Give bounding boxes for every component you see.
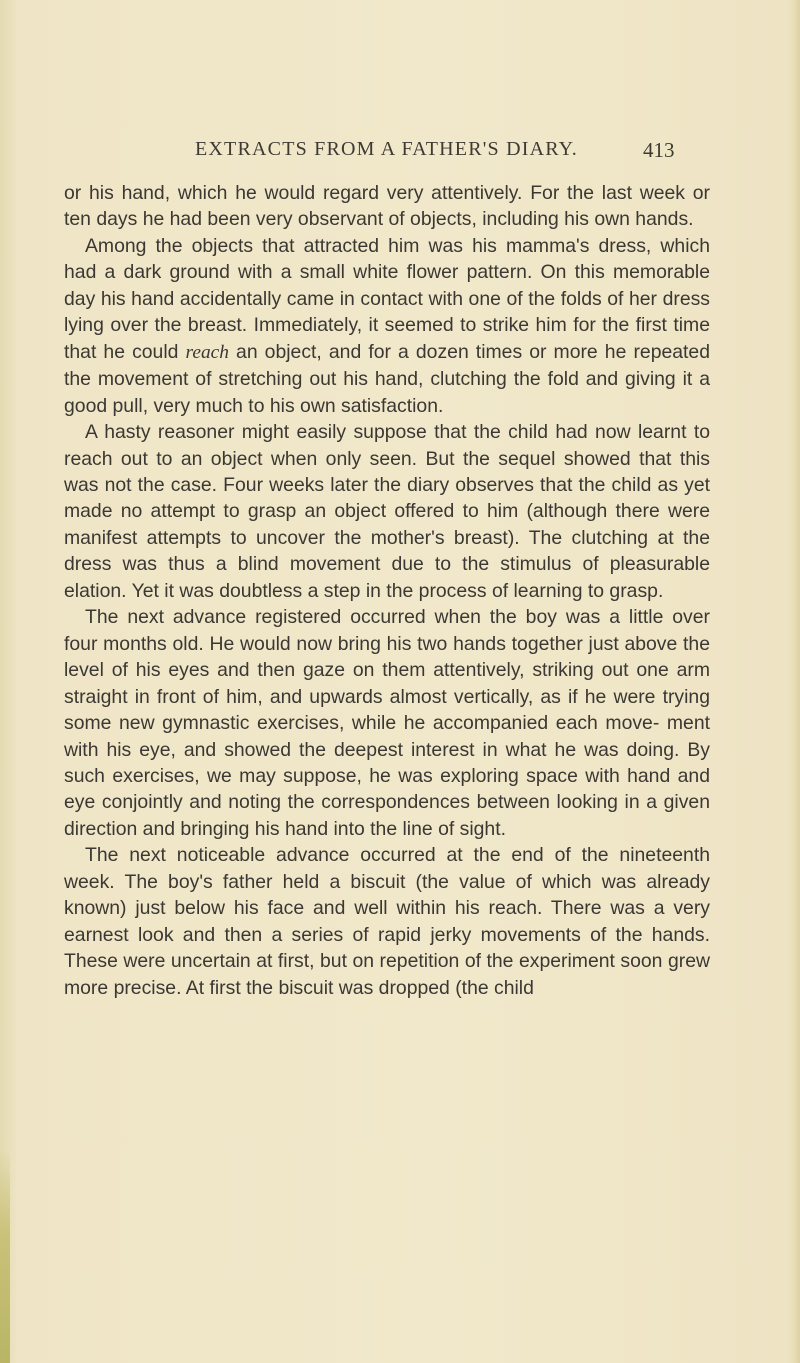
paragraph-5: The next noticeable advance occurred at the end of the nineteenth week. The boy's father held a biscuit (the value of which was already known) just below his face and well within his reach. There was a very earnest look and then a series of rapid jerky movements of the hands. These were uncertain at first, but on repetition of the experiment soon grew more precise. At first the biscuit was dropped (the child	[64, 844, 710, 999]
body-text	[64, 180, 710, 1001]
paragraph-2-start: Among the objects that attracted him was his mamma's dress, which had a dark ground with a small white flower pattern. On this memorable day his hand accidentally came in contact with one of the folds of her dress lying over the breast. Immediately, it seemed to strike him for the first time that he could	[64, 234, 710, 363]
page-number: 413	[643, 138, 675, 162]
paragraph-4: The next advance registered occurred when the boy was a little over four months old. He would now bring his two hands together just above the level of his eyes and then gaze on them attentively, striking out one arm straight in front of him, and upwards almost vertically, as if he were trying some new gymnastic exercises, while he accompanied each move- ment with his eye, and showed the deepest interest in what he was doing. By such exercises, we may suppose, he was exploring space with hand and eye conjointly and noting the correspondences between looking in a given direction and bringing his hand into the line of sight.	[64, 606, 710, 840]
paragraph-3: A hasty reasoner might easily suppose that the child had now learnt to reach out to an object when only seen. But the sequel showed that this was not the case. Four weeks later the diary observes that the child as yet made no attempt to grasp an object offered to him (although there were manifest attempts to uncover the mother's breast). The clutching at the dress was thus a blind movement due to the stimulus of pleasurable elation. Yet it was doubtless a step in the process of learning to grasp.	[64, 421, 710, 602]
emphasis-reach: reach	[185, 341, 229, 363]
paragraph-2	[64, 233, 710, 419]
paragraph-2-end: an object, and for a dozen times or more he repeated the movement of stretching out his hand, clutching the fold and giving it a good pull, very much to his own satisfaction.	[64, 340, 710, 417]
running-head: EXTRACTS FROM A FATHER'S DIARY.	[195, 138, 578, 160]
page-edge-stain	[0, 1150, 10, 1363]
page-edge-shadow	[786, 0, 800, 1363]
page-header	[0, 138, 800, 170]
paragraph-1: or his hand, which he would regard very attentively. For the last week or ten days he had been very observant of objects, including his own hands.	[64, 182, 710, 231]
